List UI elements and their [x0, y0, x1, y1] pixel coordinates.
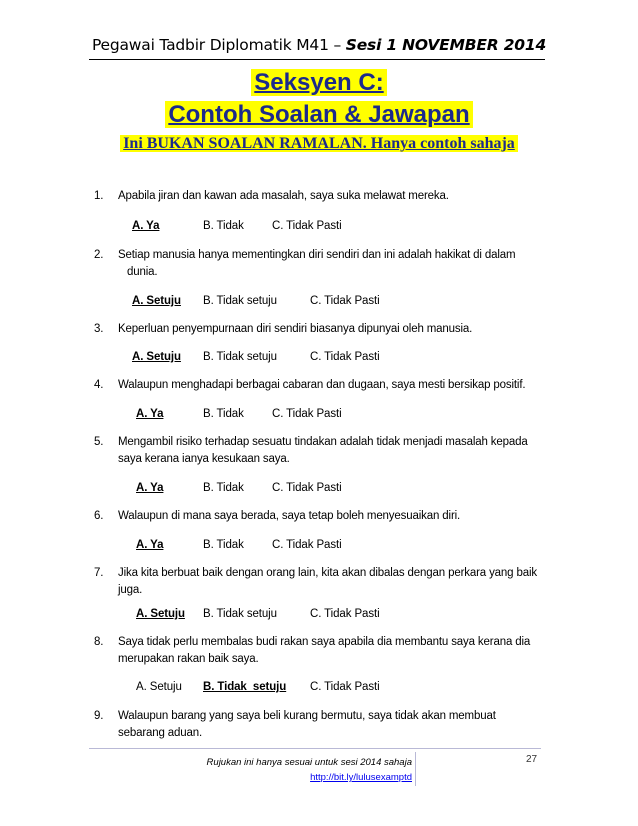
option-c: C. Tidak Pasti — [310, 295, 380, 307]
footer-note-text: Rujukan ini hanya sesuai untuk sesi 2014 sahaja — [206, 757, 412, 768]
option-c: C. Tidak Pasti — [272, 539, 342, 551]
option-b: B. Tidak — [203, 220, 244, 232]
option-a: A. Ya — [136, 539, 164, 551]
question-1 — [94, 188, 542, 205]
option-a: A. Setuju — [132, 295, 181, 307]
question-text-cont: dunia. — [127, 265, 158, 278]
question-8 — [94, 634, 542, 667]
option-b: B. Tidak setuju — [203, 608, 277, 620]
question-number: 5. — [94, 436, 104, 448]
question-text-cont: juga. — [118, 583, 143, 596]
question-7 — [94, 565, 542, 598]
question-text: Walaupun menghadapi berbagai cabaran dan dugaan, saya mesti bersikap positif. — [118, 379, 526, 391]
question-text: Walaupun barang yang saya beli kurang bermutu, saya tidak akan membuat — [118, 710, 496, 722]
footer-link[interactable]: http://bit.ly/lulusexamptd — [310, 772, 412, 783]
option-b: B. Tidak — [203, 408, 244, 420]
question-text: Setiap manusia hanya mementingkan diri sendiri dan ini adalah hakikat di dalam — [118, 249, 516, 261]
option-b: B. Tidak setuju — [203, 351, 277, 363]
footer-rule — [89, 748, 541, 749]
question-text: Keperluan penyempurnaan diri sendiri biasanya dipunyai oleh manusia. — [118, 323, 473, 335]
option-c: C. Tidak Pasti — [272, 482, 342, 494]
option-c: C. Tidak Pasti — [310, 681, 380, 693]
header-session: Sesi 1 NOVEMBER 2014 — [345, 36, 547, 54]
option-c: C. Tidak Pasti — [272, 408, 342, 420]
page-number: 27 — [526, 754, 538, 765]
option-c: C. Tidak Pasti — [272, 220, 342, 232]
question-text: Jika kita berbuat baik dengan orang lain, kita akan dibalas dengan perkara yang baik — [118, 567, 537, 579]
option-b: B. Tidak setuju — [203, 681, 287, 693]
question-text: Walaupun di mana saya berada, saya tetap boleh menyesuaikan diri. — [118, 510, 461, 522]
question-3 — [94, 321, 542, 338]
question-number: 3. — [94, 323, 104, 335]
question-number: 2. — [94, 249, 104, 261]
disclaimer — [0, 135, 638, 153]
question-number: 6. — [94, 510, 104, 522]
option-a: A. Ya — [136, 408, 164, 420]
question-text-cont: sebarang aduan. — [118, 726, 203, 739]
question-text-cont: merupakan rakan baik saya. — [118, 652, 259, 665]
question-number: 9. — [94, 710, 104, 722]
question-6 — [94, 508, 542, 525]
question-9 — [94, 708, 542, 741]
option-b: B. Tidak — [203, 482, 244, 494]
question-text: Apabila jiran dan kawan ada masalah, saya suka melawat mereka. — [118, 190, 449, 202]
option-c: C. Tidak Pasti — [310, 608, 380, 620]
section-title-line1: Seksyen C: — [251, 69, 386, 96]
disclaimer-text: Ini BUKAN SOALAN RAMALAN. Hanya contoh sahaja — [120, 135, 518, 152]
footer-divider — [415, 752, 416, 786]
option-a: A. Setuju — [136, 608, 185, 620]
question-number: 8. — [94, 636, 104, 648]
question-number: 7. — [94, 567, 104, 579]
section-title-line2: Contoh Soalan & Jawapan — [165, 101, 472, 128]
option-c: C. Tidak Pasti — [310, 351, 380, 363]
question-4 — [94, 377, 542, 394]
question-number: 4. — [94, 379, 104, 391]
option-a: A. Ya — [136, 482, 164, 494]
footer-note — [150, 755, 412, 785]
section-title — [0, 68, 638, 98]
option-a: A. Setuju — [136, 681, 182, 693]
page-header — [0, 36, 638, 54]
section-subtitle — [0, 100, 638, 130]
question-text: Saya tidak perlu membalas budi rakan saya apabila dia membantu saya kerana dia — [118, 636, 531, 648]
question-2 — [94, 247, 542, 280]
option-b: B. Tidak setuju — [203, 295, 277, 307]
question-5 — [94, 434, 542, 467]
option-a: A. Setuju — [132, 351, 181, 363]
option-b: B. Tidak — [203, 539, 244, 551]
header-rule — [89, 59, 545, 60]
question-number: 1. — [94, 190, 104, 202]
question-text-cont: saya kerana ianya kesukaan saya. — [118, 452, 290, 465]
header-title: Pegawai Tadbir Diplomatik M41 – — [91, 36, 346, 54]
option-a: A. Ya — [132, 220, 160, 232]
question-text: Mengambil risiko terhadap sesuatu tindakan adalah tidak menjadi masalah kepada — [118, 436, 528, 448]
